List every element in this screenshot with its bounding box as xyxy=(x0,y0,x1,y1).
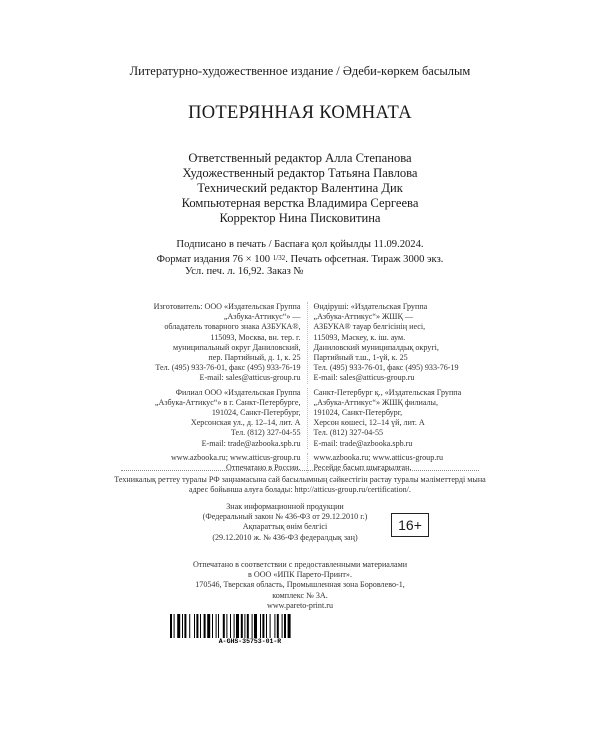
barcode-bar xyxy=(230,614,231,638)
table-line: муниципальный округ Даниловский, xyxy=(172,342,301,352)
table-line: Тел. (812) 327-04-55 xyxy=(230,428,301,438)
table-line: Филиал ООО «Издательская Группа xyxy=(175,387,301,397)
barcode-bar xyxy=(236,614,239,638)
table-line: обладатель товарного знака АЗБУКА®, xyxy=(164,322,301,332)
barcode-bar xyxy=(288,614,291,638)
tech-regulation-notice: Техникалық реттеу туралы РФ заңнамасына сай басылымның сәйкестігін растау туралы мәліметтерді мына адрес бойынша алуға болады: http://atticus-group.ru/certification/. xyxy=(114,475,486,495)
barcode-bar xyxy=(270,614,271,638)
format-suffix: . Печать офсетная. Тираж 3000 экз. xyxy=(285,253,444,265)
printer-info xyxy=(130,560,470,611)
table-line: Даниловский муниципалдық округі, xyxy=(313,342,439,352)
credit-line: Компьютерная верстка Владимира Сергеева xyxy=(181,196,419,210)
barcode-bar xyxy=(189,614,190,638)
table-line: „Азбука-Аттикус“» — xyxy=(223,312,301,322)
publisher-row xyxy=(150,302,465,384)
barcode-bar xyxy=(200,614,201,638)
divider xyxy=(121,470,479,471)
barcode-bar xyxy=(226,614,227,638)
print-details xyxy=(0,239,600,279)
table-line: „Азбука-Аттикус“» в г. Санкт-Петербурге, xyxy=(154,397,301,407)
barcode-number: A-GHS-35753-01-R xyxy=(218,638,282,645)
credit-line: Ответственный редактор Алла Степанова xyxy=(188,151,412,165)
table-line: Санкт-Петербург қ., «Издательская Группа xyxy=(313,387,462,397)
publisher-ru xyxy=(150,302,308,384)
barcode-bar xyxy=(218,614,219,638)
table-line: Ресейде басып шығарылған. xyxy=(313,463,412,473)
barcode-bar xyxy=(260,614,261,638)
barcode-bar xyxy=(216,614,217,638)
barcode-bar xyxy=(204,614,206,638)
format-line xyxy=(0,252,600,267)
branch-ru xyxy=(150,388,308,449)
table-line: E-mail: sales@atticus-group.ru xyxy=(313,373,415,383)
barcode-bar xyxy=(182,614,183,638)
barcode-bar xyxy=(277,614,279,638)
barcode-bar xyxy=(174,614,175,638)
branch-row xyxy=(150,388,465,449)
table-line: 191024, Санкт-Петербург, xyxy=(211,408,301,418)
table-line: „Азбука-Аттикус“» ЖШҚ — xyxy=(313,312,413,322)
table-line: Партийный т.ш., 1-үй, к. 25 xyxy=(313,353,408,363)
table-line: 191024, Санкт-Петербург, xyxy=(313,408,403,418)
table-line: Херсон көшесі, 12–14 үй, лит. А xyxy=(313,418,425,428)
credit-line: Корректор Нина Писковитина xyxy=(219,211,381,225)
barcode-bar xyxy=(284,614,286,638)
table-line: 115093, Москва, вн. тер. г. xyxy=(210,332,301,342)
barcode-bar xyxy=(244,614,245,638)
barcode-bar xyxy=(170,614,172,638)
barcode-bar xyxy=(247,614,249,638)
signed-line: Подписано в печать / Баспаға қол қойылды 11.09.2024. xyxy=(176,239,424,250)
age-rating-badge: 16+ xyxy=(391,513,429,537)
barcode-bar xyxy=(194,614,195,638)
info-line: Знак информационной продукции xyxy=(226,502,344,511)
barcode-bar xyxy=(223,614,225,638)
table-line: АЗБУКА® тауар белгісінің иесі, xyxy=(313,322,426,332)
table-line: E-mail: trade@azbooka.spb.ru xyxy=(201,438,301,448)
barcode-bar xyxy=(282,614,283,638)
table-line: Изготовитель: ООО «Издательская Группа xyxy=(153,302,301,311)
staff-credits xyxy=(0,151,600,226)
table-line: Тел. (495) 933-76-01, факс (495) 933-76-19 xyxy=(313,363,459,373)
printer-line: Отпечатано в соответствии с предоставленными материалами xyxy=(192,560,408,569)
barcode-bar xyxy=(262,614,264,638)
table-line: www.azbooka.ru; www.atticus-group.ru xyxy=(313,452,444,462)
printer-line: www.pareto-print.ru xyxy=(266,600,333,610)
barcode-bar xyxy=(234,614,235,638)
format-fraction: 1/32 xyxy=(272,253,286,262)
credit-line: Технический редактор Валентина Дик xyxy=(197,181,403,195)
credit-line: Художественный редактор Татьяна Павлова xyxy=(182,166,418,180)
barcode-bar xyxy=(254,614,257,638)
printer-line: комплекс № 3А. xyxy=(272,590,328,600)
table-line: 115093, Мәскеу, к. іш. аум. xyxy=(313,332,406,342)
barcode-bar xyxy=(177,614,180,638)
book-title: ПОТЕРЯННАЯ КОМНАТА xyxy=(188,103,412,123)
table-line: www.azbooka.ru; www.atticus-group.ru xyxy=(170,452,301,462)
info-product-mark xyxy=(170,502,400,543)
table-line: Тел. (495) 933-76-01, факс (495) 933-76-19 xyxy=(155,363,301,373)
barcode-bar xyxy=(207,614,210,638)
barcode-bar xyxy=(252,614,253,638)
printer-line: в ООО «ИПК Парето-Принт». xyxy=(248,570,352,580)
barcode-bar xyxy=(274,614,275,638)
barcode-bar xyxy=(212,614,213,638)
publisher-table xyxy=(150,302,465,477)
barcode xyxy=(170,614,330,638)
info-line: (29.12.2010 ж. № 436-ФЗ федералдық заң) xyxy=(212,532,358,542)
publisher-kz xyxy=(308,302,466,384)
table-line: Отпечатано в России. xyxy=(226,463,301,473)
printer-line: 170546, Тверская область, Промышленная зона Боровлево-1, xyxy=(195,580,405,590)
table-line: Тел. (812) 327-04-55 xyxy=(313,428,384,438)
barcode-bar xyxy=(241,614,243,638)
info-line: Ақпараттық өнім белгісі xyxy=(242,522,328,532)
format-prefix: Формат издания 76 × 100 xyxy=(156,253,271,265)
barcode-bar xyxy=(196,614,198,638)
table-line: пер. Партийный, д. 1, к. 25 xyxy=(208,353,301,363)
sheets-line: Усл. печ. л. 16,92. Заказ № xyxy=(185,266,304,277)
table-line: E-mail: sales@atticus-group.ru xyxy=(199,373,301,383)
branch-kz xyxy=(308,388,466,449)
info-line: (Федеральный закон № 436-ФЗ от 29.12.2010 г.) xyxy=(202,512,368,522)
table-line: E-mail: trade@azbooka.spb.ru xyxy=(313,438,413,448)
barcode-bar xyxy=(266,614,267,638)
table-line: Херсонская ул., д. 12–14, лит. А xyxy=(190,418,301,428)
genre-line: Литературно-художественное издание / Әдеби-көркем басылым xyxy=(129,64,471,78)
table-line: Өндіруші: «Издательская Группа xyxy=(313,302,428,311)
barcode-bar xyxy=(184,614,186,638)
table-line: „Азбука-Аттикус“» ЖШҚ филиалы, xyxy=(313,397,439,407)
